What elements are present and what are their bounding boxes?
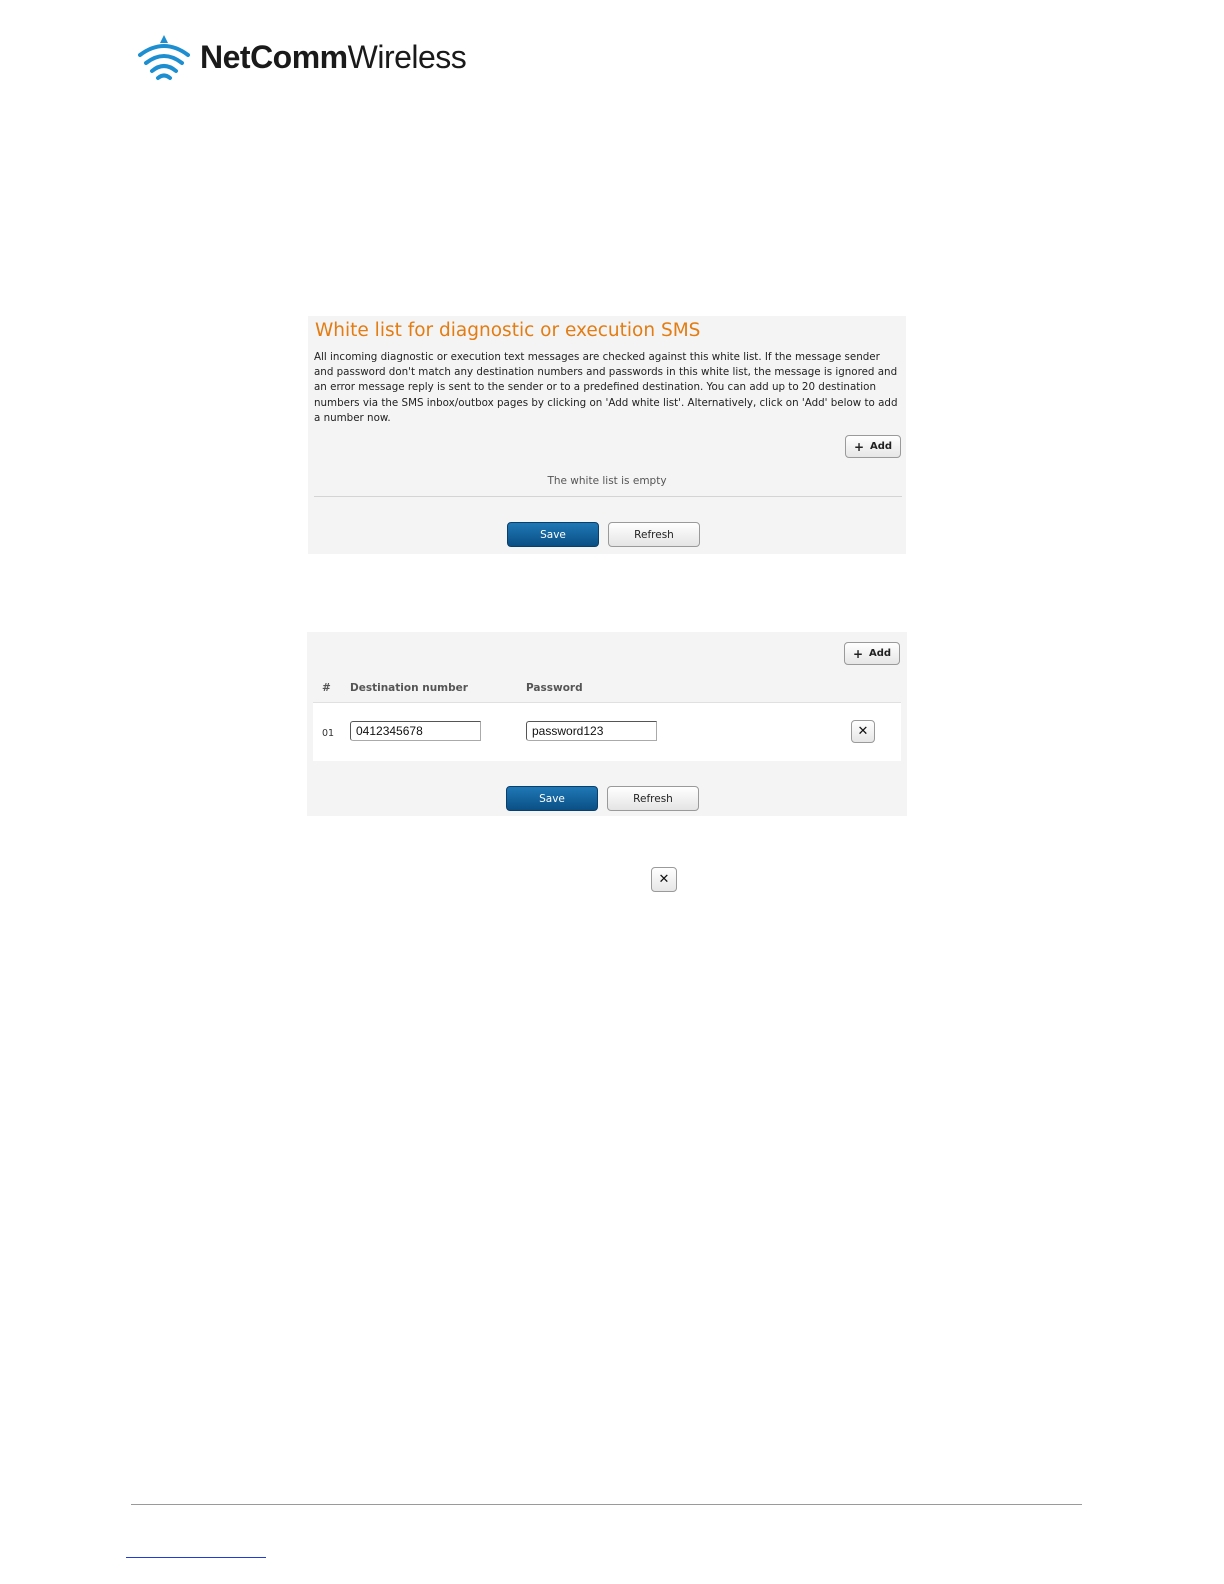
footer-link-underline[interactable]	[126, 1557, 266, 1558]
add-button[interactable]	[844, 642, 900, 665]
brand-bold: NetComm	[200, 39, 348, 75]
add-button-label: Add	[870, 441, 893, 452]
whitelist-entries-panel	[307, 632, 907, 816]
column-header-password: Password	[526, 682, 583, 694]
destination-number-input[interactable]: 0412345678	[350, 721, 481, 741]
plus-icon: +	[853, 439, 864, 454]
whitelist-empty-panel	[308, 316, 906, 554]
divider	[314, 496, 902, 497]
add-button[interactable]	[845, 435, 901, 458]
row-index: 01	[322, 728, 335, 739]
brand-light: Wireless	[347, 39, 467, 75]
delete-row-button[interactable]	[851, 720, 875, 743]
netcomm-logo	[138, 32, 466, 82]
panel-title: White list for diagnostic or execution SMS	[315, 320, 701, 341]
table-row	[313, 702, 901, 761]
close-icon: ✕	[857, 724, 869, 739]
plus-icon: +	[852, 646, 863, 661]
empty-list-message: The white list is empty	[547, 475, 667, 487]
refresh-button[interactable]: Refresh	[608, 522, 700, 547]
save-button[interactable]: Save	[506, 786, 598, 811]
delete-button[interactable]	[651, 867, 677, 892]
footer-divider	[131, 1504, 1082, 1505]
password-input[interactable]: password123	[526, 721, 657, 741]
save-button[interactable]: Save	[507, 522, 599, 547]
netcomm-wireless-signal-icon	[138, 33, 190, 81]
close-icon: ✕	[658, 872, 670, 887]
panel-description: All incoming diagnostic or execution text messages are checked against this white list. If the message sender and password don't match any destination numbers and passwords in this white list, the message is ignored and an error message reply is sent to the sender or to a predefined destination. You can add up to 20 destination numbers via the SMS inbox/outbox pages by clicking on 'Add white list'. Alternatively, click on 'Add' below to add a number now.	[314, 351, 898, 424]
column-header-index: #	[322, 682, 331, 694]
column-header-destination: Destination number	[350, 682, 468, 694]
add-button-label: Add	[869, 648, 892, 659]
refresh-button[interactable]: Refresh	[607, 786, 699, 811]
brand-name	[200, 41, 466, 73]
